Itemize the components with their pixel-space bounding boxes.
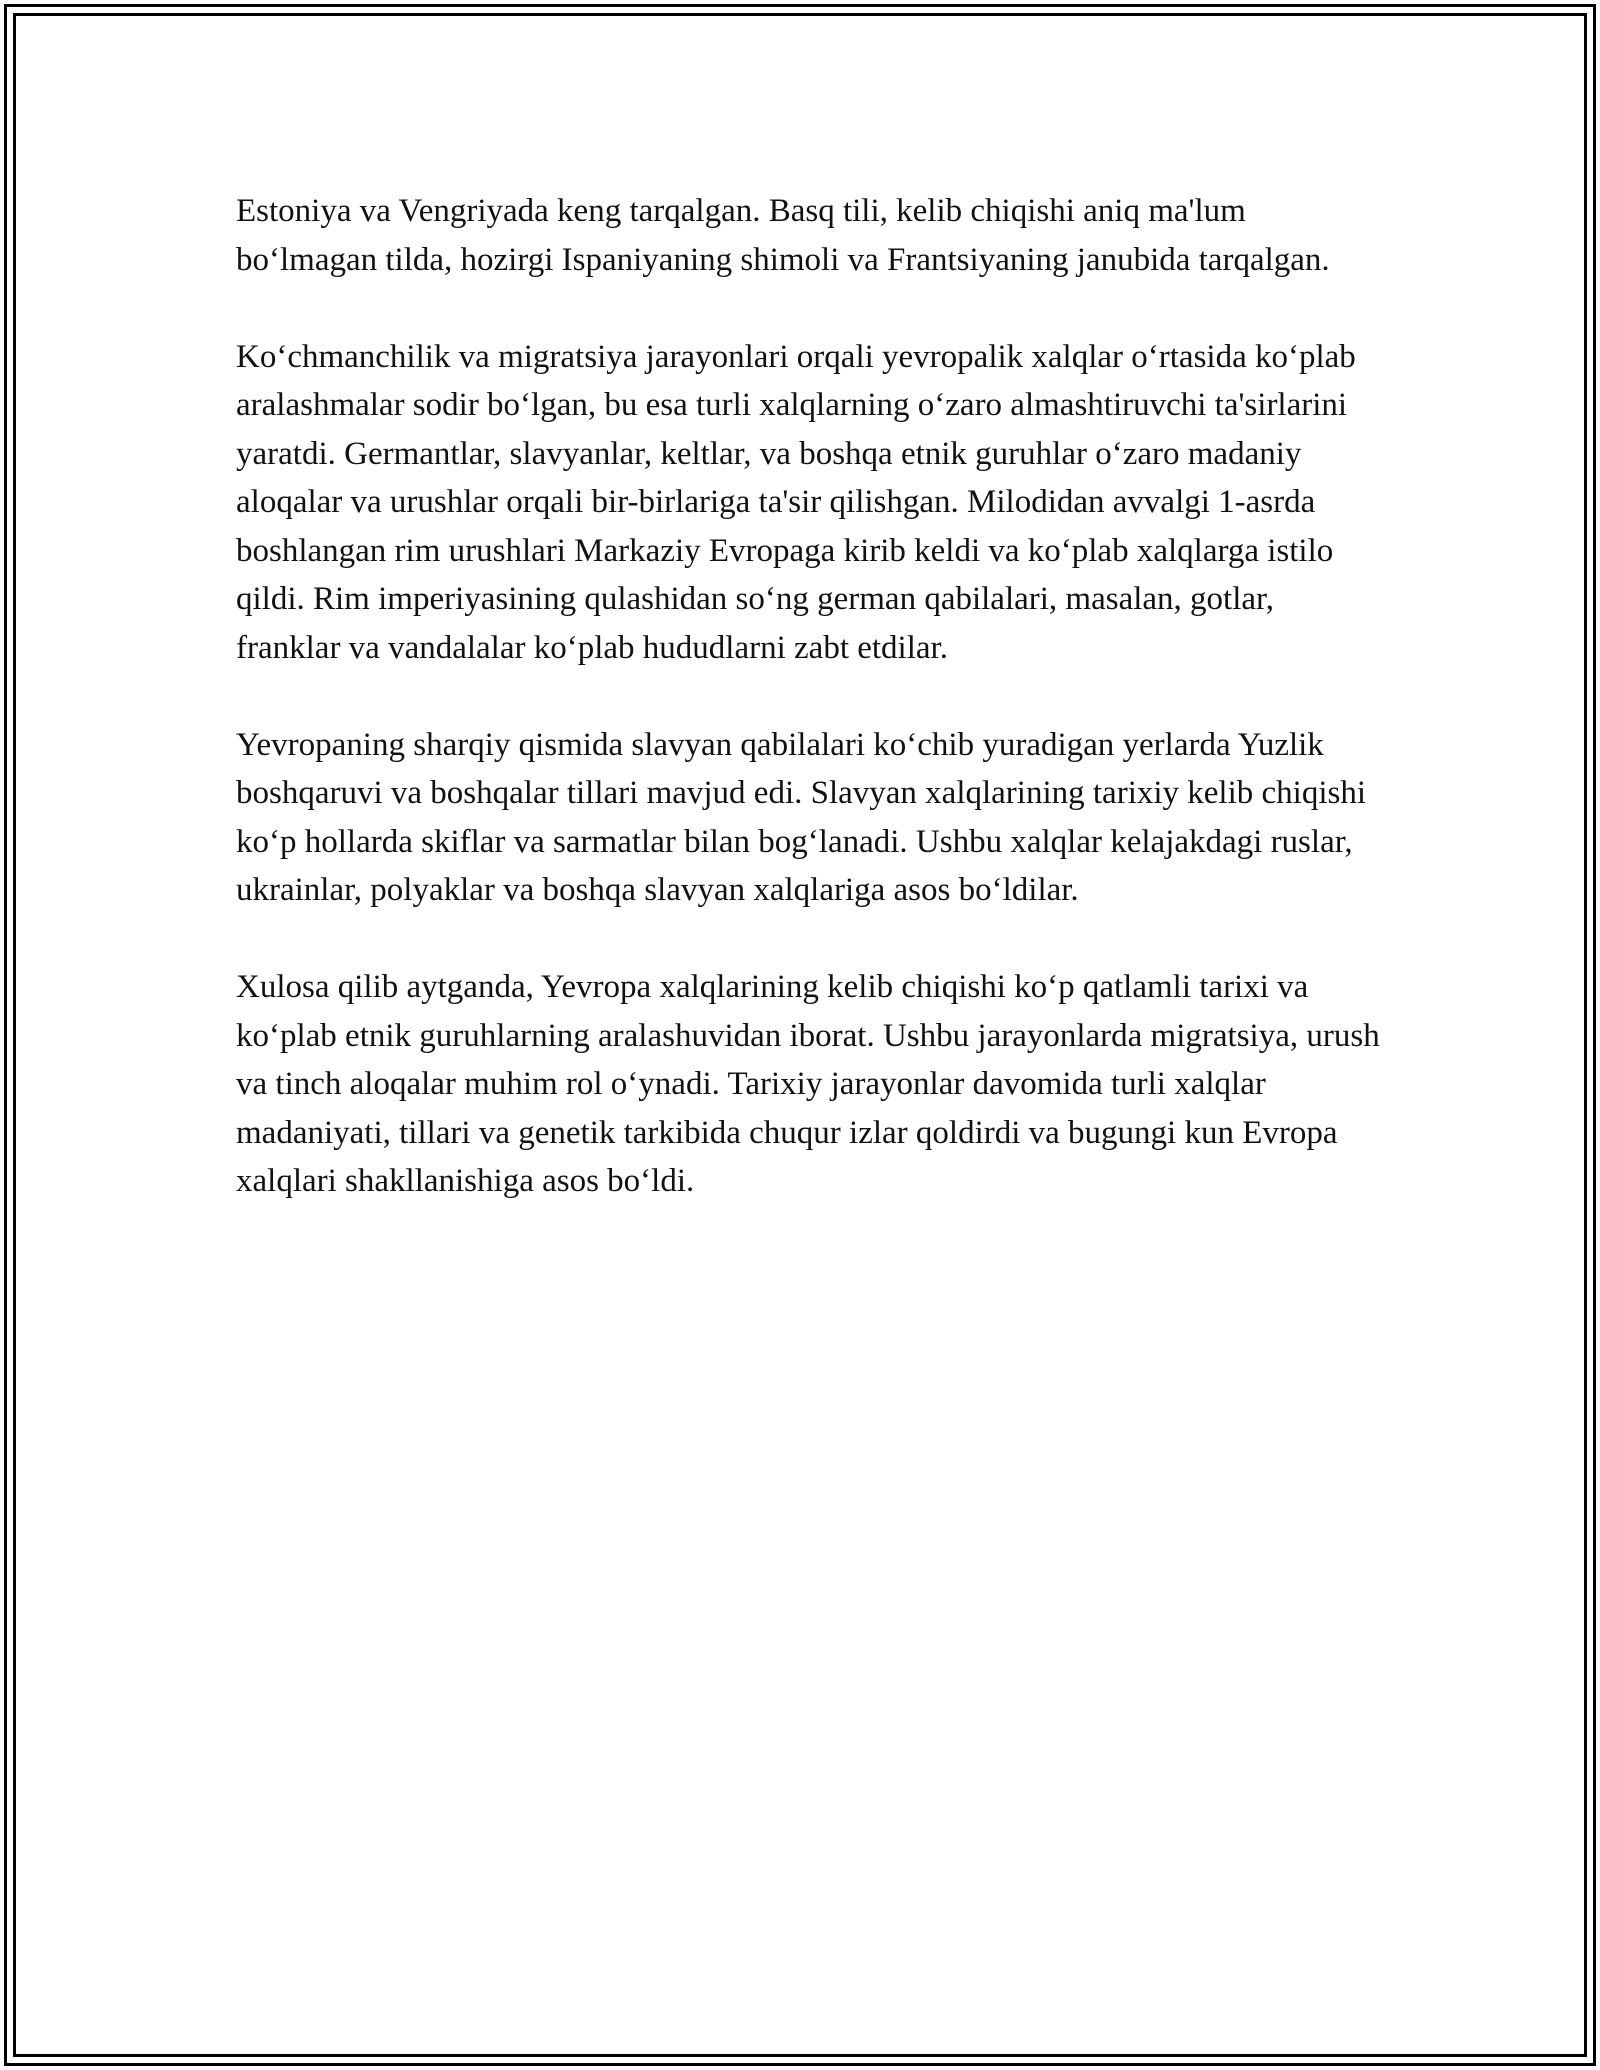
paragraph-4: Xulosa qilib aytganda, Yevropa xalqlarining kelib chiqishi ko‘p qatlamli tarixi va ko‘plab etnik guruhlarning aralashuvidan iborat. Ushbu jarayonlarda migratsiya, urush va tinch aloqalar muhim rol o‘ynadi. Tarixiy jarayonlar davomida turli xalqlar madaniyati, tillari va genetik tarkibida chuqur izlar qoldirdi va bugungi kun Evropa xalqlari shakllanishiga asos bo‘ldi.	[236, 969, 1380, 1199]
paragraph-2: Ko‘chmanchilik va migratsiya jarayonlari orqali yevropalik xalqlar o‘rtasida ko‘plab aralashmalar sodir bo‘lgan, bu esa turli xalqlarning o‘zaro almashtiruvchi ta'sirlarini yaratdi. Germantlar, slavyanlar, keltlar, va boshqa etnik guruhlar o‘zaro madaniy aloqalar va urushlar orqali bir-birlariga ta'sir qilishgan. Milodidan avvalgi 1-asrda boshlangan rim urushlari Markaziy Evropaga kirib keldi va ko‘plab xalqlarga istilo qildi. Rim imperiyasining qulashidan so‘ng german qabilalari, masalan, gotlar, franklar va vandalalar ko‘plab hududlarni zabt etdilar.	[236, 338, 1356, 666]
paragraph-1: Estoniya va Vengriyada keng tarqalgan. Basq tili, kelib chiqishi aniq ma'lum bo‘lmagan tilda, hozirgi Ispaniyaning shimoli va Frantsiyaning janubida tarqalgan.	[236, 193, 1330, 278]
document-body	[236, 187, 1386, 1254]
paragraph-3: Yevropaning sharqiy qismida slavyan qabilalari ko‘chib yuradigan yerlarda Yuzlik boshqaruvi va boshqalar tillari mavjud edi. Slavyan xalqlarining tarixiy kelib chiqishi ko‘p hollarda skiflar va sarmatlar bilan bog‘lanadi. Ushbu xalqlar kelajakdagi ruslar, ukrainlar, polyaklar va boshqa slavyan xalqlariga asos bo‘ldilar.	[236, 726, 1367, 908]
